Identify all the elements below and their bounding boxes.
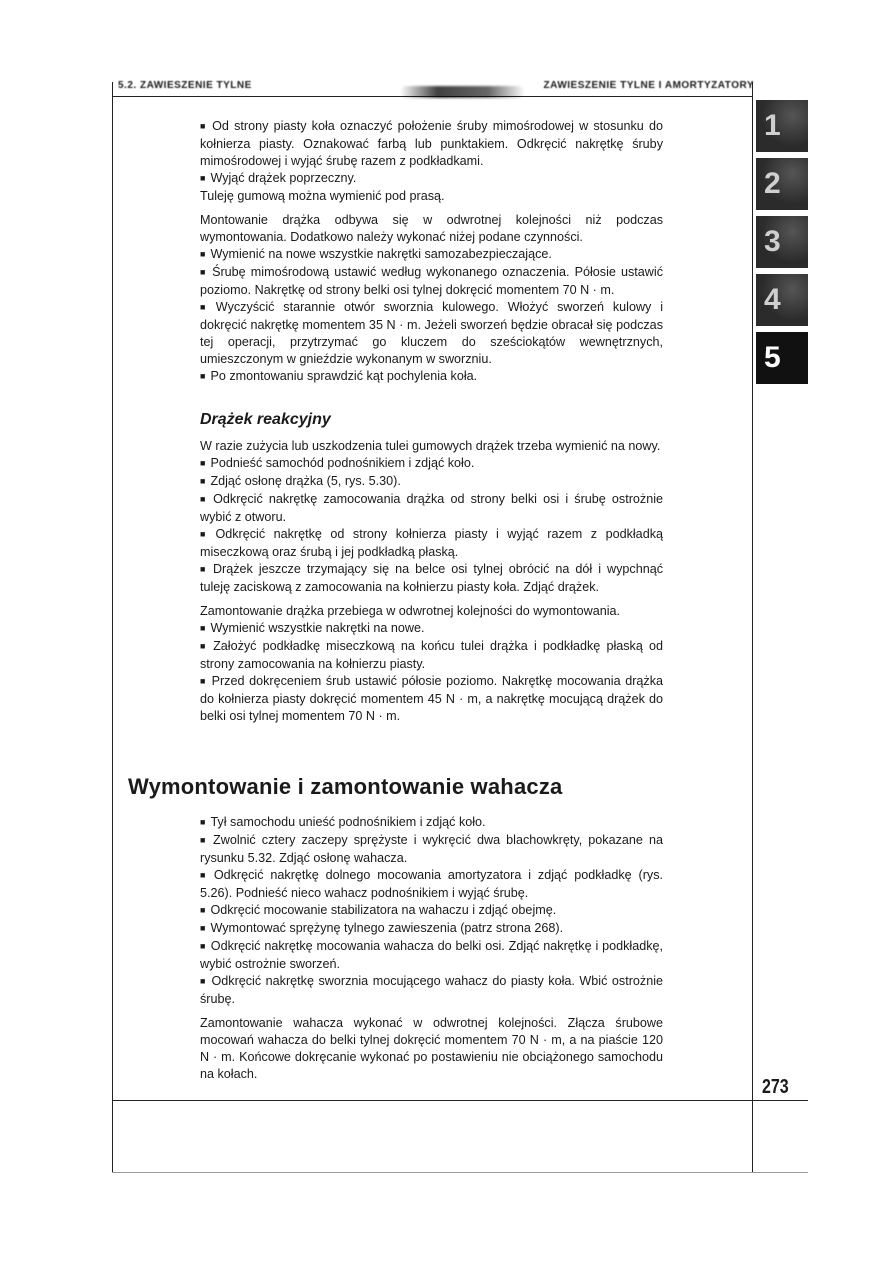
section-title: Wymontowanie i zamontowanie wahacza (128, 774, 563, 799)
bullet-item: ■ Wymienić wszystkie nakrętki na nowe. (200, 620, 663, 638)
bullet-item: ■ Podnieść samochód podnośnikiem i zdjąć koło. (200, 455, 663, 473)
bullet-item: ■ Wyjąć drążek poprzeczny. (200, 170, 663, 188)
bullet-item: ■ Przed dokręceniem śrub ustawić półosie poziomo. Nakrętkę mocowania drążka do kołnierza piasty dokręcić momentem 45 N · m, a nakrętkę mocującą drążek do belki osi tylnej momentem 70 N · m. (200, 673, 663, 725)
body-block-3 (200, 814, 663, 1083)
body-block-2 (200, 438, 663, 725)
bullet-item: ■ Odkręcić mocowanie stabilizatora na wahaczu i zdjąć obejmę. (200, 902, 663, 920)
paragraph: Zamontowanie wahacza wykonać w odwrotnej kolejności. Złącza śrubowe mocowań wahacza do belki tylnej dokręcić momentem 70 N · m, a na piaście 120 N · m. Końcowe dokręcanie wykonać po postawieniu nie obciążonego samochodu na kołach. (200, 1016, 663, 1081)
bullet-item: ■ Wymontować sprężynę tylnego zawieszenia (patrz strona 268). (200, 920, 663, 938)
paragraph: Zamontowanie drążka przebiega w odwrotnej kolejności do wymontowania. (200, 604, 621, 618)
page-number: 273 (762, 1076, 789, 1098)
paragraph-gap (200, 205, 663, 212)
bullet-item: ■ Odkręcić nakrętkę zamocowania drążka od strony belki osi i śrubę ostrożnie wybić z otworu. (200, 491, 663, 526)
chapter-tab-3: 3 (756, 216, 808, 268)
paragraph: Montowanie drążka odbywa się w odwrotnej kolejności niż podczas wymontowania. Dodatkowo należy wykonać niżej podane czynności. (200, 213, 663, 244)
bullet-item: ■ Odkręcić nakrętkę od strony kołnierza piasty i wyjąć razem z podkładką miseczkową oraz śrubą i jej podkładką płaską. (200, 526, 663, 561)
header-right: ZAWIESZENIE TYLNE I AMORTYZATORY (543, 80, 754, 91)
left-margin-line (112, 82, 113, 1172)
chapter-tab-2: 2 (756, 158, 808, 210)
footer-rule (112, 1100, 808, 1101)
bullet-item: ■ Tył samochodu unieść podnośnikiem i zdjąć koło. (200, 814, 663, 832)
bullet-item: ■ Po zmontowaniu sprawdzić kąt pochylenia koła. (200, 368, 663, 386)
paragraph: W razie zużycia lub uszkodzenia tulei gumowych drążek trzeba wymienić na nowy. (200, 439, 661, 453)
chapter-tab-5: 5 (756, 332, 808, 384)
bullet-item: ■ Zdjąć osłonę drążka (5, rys. 5.30). (200, 473, 663, 491)
paragraph-gap (200, 596, 663, 603)
bullet-item: ■ Wyczyścić starannie otwór sworznia kulowego. Włożyć sworzeń kulowy i dokręcić nakrętkę momentem 35 N · m. Jeżeli sworzeń będzie obracał się podczas tej operacji, przytrzymać go kluczem do sześciokątów wewnętrznych, umieszczonym w gnieździe wykonanym w sworzniu. (200, 299, 663, 368)
bullet-item: ■ Wymienić na nowe wszystkie nakrętki samozabezpieczające. (200, 246, 663, 264)
bullet-item: ■ Odkręcić nakrętkę mocowania wahacza do belki osi. Zdjąć nakrętkę i podkładkę, wybić ostrożnie sworzeń. (200, 938, 663, 973)
chapter-tabs (756, 100, 808, 390)
bullet-item: ■ Drążek jeszcze trzymający się na belce osi tylnej obrócić na dół i wypchnąć tuleję zaciskową z zamocowania na kołnierzu piasty koła. Zdjąć drążek. (200, 561, 663, 596)
bullet-item: ■ Od strony piasty koła oznaczyć położenie śruby mimośrodowej w stosunku do kołnierza piasty. Oznakować farbą lub punktakiem. Odkręcić nakrętkę śruby mimośrodowej i wyjąć śrubę razem z podkładkami. (200, 118, 663, 170)
bullet-item: ■ Odkręcić nakrętkę dolnego mocowania amortyzatora i zdjąć podkładkę (rys. 5.26). Podnieść nieco wahacz podnośnikiem i wyjąć śrubę. (200, 867, 663, 902)
bottom-rule (112, 1172, 808, 1173)
body-block-1 (200, 118, 663, 386)
right-margin-line (752, 82, 753, 1172)
paragraph: Tuleję gumową można wymienić pod prasą. (200, 189, 445, 203)
bullet-item: ■ Odkręcić nakrętkę sworznia mocującego wahacz do piasty koła. Wbić ostrożnie śrubę. (200, 973, 663, 1008)
chapter-tab-1: 1 (756, 100, 808, 152)
scan-smudge (400, 86, 525, 98)
header-left: 5.2. ZAWIESZENIE TYLNE (118, 80, 252, 91)
chapter-tab-4: 4 (756, 274, 808, 326)
bullet-item: ■ Śrubę mimośrodową ustawić według wykonanego oznaczenia. Półosie ustawić poziomo. Nakrętkę od strony belki osi tylnej dokręcić momentem 70 N · m. (200, 264, 663, 299)
subheading-drazek-reakcyjny: Drążek reakcyjny (200, 411, 331, 428)
paragraph-gap (200, 1008, 663, 1015)
bullet-item: ■ Założyć podkładkę miseczkową na końcu tulei drążka i podkładkę płaską od strony zamocowania na kołnierzu piasty. (200, 638, 663, 673)
bullet-item: ■ Zwolnić cztery zaczepy sprężyste i wykręcić dwa blachowkręty, pokazane na rysunku 5.32. Zdjąć osłonę wahacza. (200, 832, 663, 867)
